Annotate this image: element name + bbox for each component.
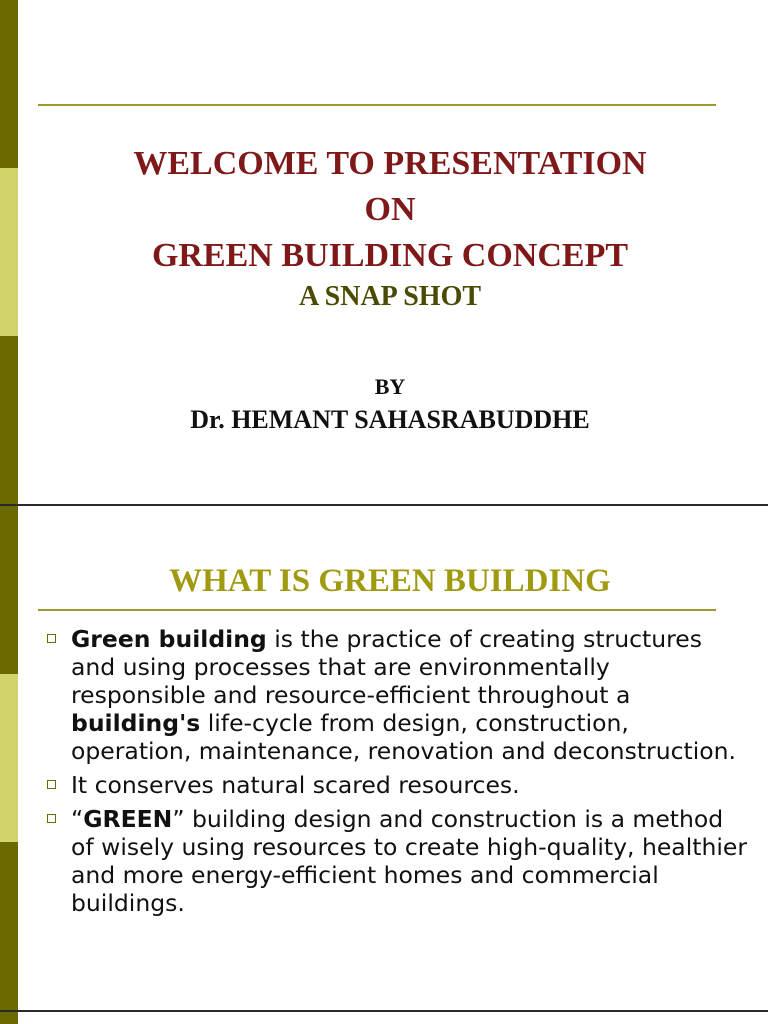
bullet-bold-lead: GREEN <box>83 805 173 833</box>
square-bullet-icon <box>47 814 56 823</box>
content-slide <box>0 506 768 1010</box>
title-line-1: WELCOME TO PRESENTATION <box>133 145 647 182</box>
bullet-text: is the practice of creating structures and using processes that are environmentally responsible and resource-efficient throughout a <box>71 625 702 709</box>
author-name: Dr. HEMANT SAHASRABUDDHE <box>190 405 590 434</box>
side-stripe-dark <box>0 842 18 1010</box>
by-label: BY <box>374 374 406 399</box>
bullet-open-quote: “ <box>71 805 84 833</box>
next-slide-partial <box>0 1012 768 1024</box>
side-stripe-dark <box>0 506 18 674</box>
title-line-2: ON <box>364 191 416 228</box>
bullet-item <box>47 805 747 917</box>
side-stripe-dark <box>0 1012 18 1024</box>
slide-heading: WHAT IS GREEN BUILDING <box>169 563 611 599</box>
square-bullet-icon <box>47 634 56 643</box>
bullet-list <box>47 625 747 923</box>
bullet-bold-lead: Green building <box>71 625 267 653</box>
side-stripe-light <box>0 674 18 842</box>
side-stripe-dark <box>0 336 18 504</box>
side-stripe-light <box>0 168 18 336</box>
subtitle: A SNAP SHOT <box>298 281 482 312</box>
bullet-text: ” building design and construction is a method of wisely using resources to create high-quality, healthier and more energy-efficient homes and commercial buildings. <box>71 805 747 917</box>
title-rule <box>38 104 716 106</box>
bullet-bold-mid: building's <box>71 709 201 737</box>
side-stripe-dark <box>0 0 18 168</box>
bullet-item <box>47 771 747 799</box>
bullet-text: life-cycle from design, construction, operation, maintenance, renovation and deconstruction. <box>71 709 736 765</box>
heading-rule <box>38 609 716 611</box>
bullet-text: It conserves natural scared resources. <box>71 771 520 799</box>
bullet-item <box>47 625 747 765</box>
title-line-3: GREEN BUILDING CONCEPT <box>151 237 629 274</box>
square-bullet-icon <box>47 780 56 789</box>
title-slide <box>0 0 768 504</box>
